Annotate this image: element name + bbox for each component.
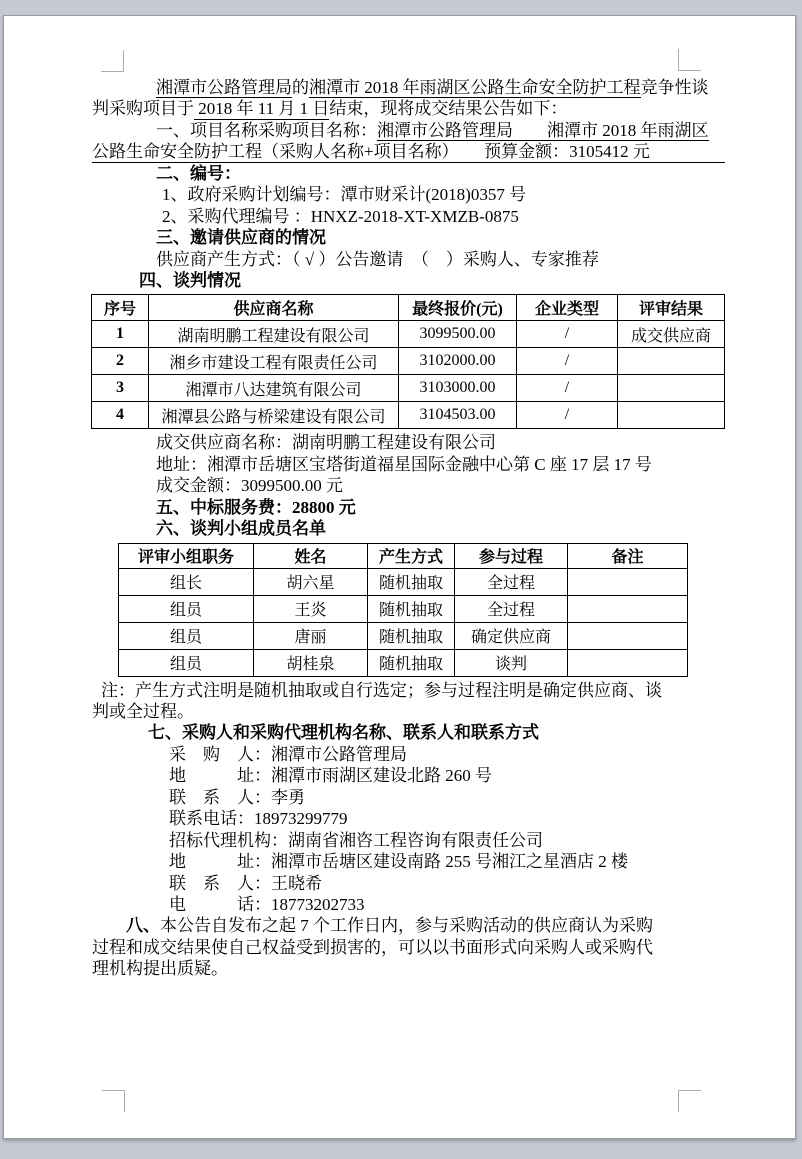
section-7-heading xyxy=(92,722,725,743)
table-header-row xyxy=(119,543,688,568)
document-page[interactable] xyxy=(3,15,796,1139)
text-segment: 地 址：湘潭市雨湖区建设北路 260 号 xyxy=(169,766,492,786)
table-row xyxy=(92,321,725,348)
table-header-cell: 序号 xyxy=(92,295,149,321)
agency-name-line xyxy=(92,830,725,851)
table-cell: 湖南明鹏工程建设有限公司 xyxy=(149,321,399,348)
text-segment: 联系电话：18973299779 xyxy=(169,809,348,829)
text-segment: 2、采购代理编号 ：HNXZ-2018-XT-XMZB-0875 xyxy=(162,206,519,226)
text-segment: 电 话：18773202733 xyxy=(169,894,365,914)
purchaser-phone-line xyxy=(92,808,725,829)
table-header-cell: 评审小组职务 xyxy=(119,543,254,568)
section-6-heading xyxy=(92,518,725,539)
winner-address-line xyxy=(92,454,725,475)
table-cell xyxy=(618,402,725,429)
text-segment: 1、政府采购计划编号：潭市财采计(2018)0357 号 xyxy=(162,185,527,205)
table-row xyxy=(119,649,688,676)
text-segment: 结束，现将成交结果公告如下： xyxy=(329,99,568,119)
winner-name-line xyxy=(92,432,725,453)
table-cell: 4 xyxy=(92,402,149,429)
purchaser-address-line xyxy=(92,765,725,786)
table-cell xyxy=(618,375,725,402)
table-cell: / xyxy=(517,321,618,348)
plan-number-line xyxy=(92,184,725,205)
table-header-cell: 姓名 xyxy=(254,543,368,568)
text-segment: 过程和成交结果使自己权益受到损害的，可以以书面形式向采购人或采购代 xyxy=(92,937,653,957)
negotiation-results-table xyxy=(91,294,725,429)
margin-cropmark-top-left-icon xyxy=(101,50,124,72)
table-row xyxy=(92,402,725,429)
table-header-row xyxy=(92,295,725,321)
table-row xyxy=(92,375,725,402)
text-segment: 竞争性谈 xyxy=(640,78,709,97)
text-segment xyxy=(650,141,725,162)
table-header-cell: 最终报价(元) xyxy=(399,295,517,321)
text-segment: 供应商产生方式：（ √ ）公告邀请 （ ）采购人、专家推荐 xyxy=(156,249,599,269)
text-segment: 判或全过程。 xyxy=(92,702,194,721)
note-line-1 xyxy=(92,680,725,701)
table-cell: 随机抽取 xyxy=(368,568,455,595)
document-content[interactable] xyxy=(92,77,725,980)
table-header-cell: 供应商名称 xyxy=(149,295,399,321)
table-cell: / xyxy=(517,375,618,402)
table-cell: 湘乡市建设工程有限责任公司 xyxy=(149,348,399,375)
winner-amount-line xyxy=(92,475,725,496)
text-segment: 本公告自发布之起 7 个工作日内，参与采购活动的供应商认为采购 xyxy=(160,916,653,936)
table-cell: 组长 xyxy=(119,568,254,595)
table-row xyxy=(119,568,688,595)
table-cell xyxy=(568,595,688,622)
purchaser-line xyxy=(92,744,725,765)
table-cell: 随机抽取 xyxy=(368,622,455,649)
note-line-2 xyxy=(92,701,725,722)
table-cell: 全过程 xyxy=(455,568,568,595)
margin-cropmark-bottom-left-icon xyxy=(102,1090,125,1112)
section-3-heading xyxy=(92,227,725,248)
table-cell: 唐丽 xyxy=(254,622,368,649)
table-cell: 组员 xyxy=(119,649,254,676)
table-cell: 全过程 xyxy=(455,595,568,622)
text-segment: 湘潭市公路管理局 xyxy=(156,78,292,97)
text-segment: 地址：湘潭市岳塘区宝塔街道福星国际金融中心第 C 座 17 层 17 号 xyxy=(156,454,652,474)
table-row xyxy=(119,595,688,622)
table-cell: 3103000.00 xyxy=(399,375,517,402)
table-cell: 2 xyxy=(92,348,149,375)
table-cell: 湘潭市八达建筑有限公司 xyxy=(149,375,399,402)
text-segment: 联 系 人：李勇 xyxy=(169,787,305,807)
text-segment: 注：产生方式注明是随机抽取或自行选定；参与过程注明是确定供应商、谈 xyxy=(101,680,662,700)
section-8-line-3 xyxy=(92,958,725,979)
text-segment: 五、中标服务费：28800 元 xyxy=(156,497,356,517)
text-segment: 二、编号： xyxy=(156,163,241,183)
margin-cropmark-top-right-icon xyxy=(678,49,701,71)
supplier-source-line xyxy=(92,249,725,270)
text-segment: 成交金额：3099500.00 元 xyxy=(156,476,343,496)
table-cell: 3 xyxy=(92,375,149,402)
table-cell: 谈判 xyxy=(455,649,568,676)
text-segment: 八、 xyxy=(126,916,160,936)
section-4-heading xyxy=(92,270,725,291)
table-cell xyxy=(568,622,688,649)
table-header-cell: 评审结果 xyxy=(618,295,725,321)
table-header-cell: 产生方式 xyxy=(368,543,455,568)
text-segment: 地 址：湘潭市岳塘区建设南路 255 号湘江之星酒店 2 楼 xyxy=(169,852,628,872)
text-segment: 一、项目名称采购项目名称： xyxy=(156,120,377,140)
text-segment: 三、邀请供应商的情况 xyxy=(156,228,326,248)
table-cell: 成交供应商 xyxy=(618,321,725,348)
text-segment: 七、采购人和采购代理机构名称、联系人和联系方式 xyxy=(148,723,539,743)
text-segment: 四、谈判情况 xyxy=(139,270,241,290)
margin-cropmark-bottom-right-icon xyxy=(678,1090,701,1112)
text-segment: 湘潭市 2018 年雨湖区公路生命安全防护工程 xyxy=(309,78,641,97)
table-header-cell: 参与过程 xyxy=(455,543,568,568)
table-cell: 胡桂泉 xyxy=(254,649,368,676)
table-cell: 胡六星 xyxy=(254,568,368,595)
table-cell: 王炎 xyxy=(254,595,368,622)
section-1-line-1 xyxy=(92,120,725,141)
table-cell: 随机抽取 xyxy=(368,649,455,676)
text-segment: 六、谈判小组成员名单 xyxy=(156,519,326,539)
negotiation-panel-table xyxy=(118,543,688,677)
purchaser-contact-line xyxy=(92,787,725,808)
table-cell: 湘潭县公路与桥梁建设有限公司 xyxy=(149,402,399,429)
text-segment: 招标代理机构：湖南省湘咨工程咨询有限责任公司 xyxy=(169,830,543,850)
agency-phone-line xyxy=(92,894,725,915)
text-segment: 湘潭市公路管理局 湘潭市 2018 年雨湖区 xyxy=(377,120,709,140)
table-cell: 3099500.00 xyxy=(399,321,517,348)
table-cell: 3104503.00 xyxy=(399,402,517,429)
text-segment: 判采购项目于 xyxy=(92,99,194,119)
text-segment: 2018 年 11 月 1 日 xyxy=(194,99,330,119)
agency-address-line xyxy=(92,851,725,872)
table-cell: 组员 xyxy=(119,622,254,649)
text-segment: 理机构提出质疑。 xyxy=(92,959,228,979)
table-cell xyxy=(568,568,688,595)
section-8-line-1 xyxy=(92,915,725,936)
table-cell: 1 xyxy=(92,321,149,348)
para-intro-line-1 xyxy=(92,77,725,98)
table-cell: 随机抽取 xyxy=(368,595,455,622)
table-cell: 确定供应商 xyxy=(455,622,568,649)
text-segment: 成交供应商名称：湖南明鹏工程建设有限公司 xyxy=(156,433,496,453)
table-header-cell: 备注 xyxy=(568,543,688,568)
text-segment: 采 购 人：湘潭市公路管理局 xyxy=(169,744,407,764)
text-segment: 联 系 人：王晓希 xyxy=(169,873,322,893)
agency-contact-line xyxy=(92,873,725,894)
section-1-line-2 xyxy=(92,141,725,162)
section-2-heading xyxy=(92,163,725,184)
text-segment: 的 xyxy=(292,78,309,97)
para-intro-line-2 xyxy=(92,98,725,119)
table-cell xyxy=(618,348,725,375)
table-cell xyxy=(568,649,688,676)
table-cell: / xyxy=(517,348,618,375)
section-5-heading xyxy=(92,497,725,518)
agency-number-line xyxy=(92,206,725,227)
text-segment: 公路生命安全防护工程（采购人名称+项目名称） 预算金额：3105412 元 xyxy=(92,142,650,162)
table-cell: / xyxy=(517,402,618,429)
table-row xyxy=(119,622,688,649)
section-8-line-2 xyxy=(92,937,725,958)
table-cell: 组员 xyxy=(119,595,254,622)
table-header-cell: 企业类型 xyxy=(517,295,618,321)
table-cell: 3102000.00 xyxy=(399,348,517,375)
table-row xyxy=(92,348,725,375)
